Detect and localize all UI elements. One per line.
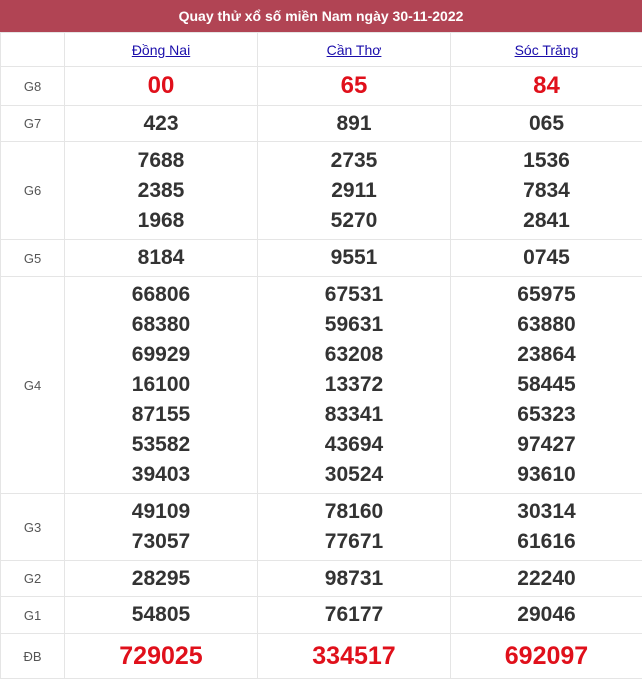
prize-label: G3 [1, 494, 65, 561]
result-number: 8184 [137, 246, 185, 269]
result-number: 29046 [517, 603, 576, 626]
result-number: 891 [336, 111, 372, 135]
result-cell [65, 494, 258, 561]
result-cell [65, 561, 258, 597]
result-number: 65323 [517, 403, 576, 426]
result-cell [65, 597, 258, 634]
result-number: 58445 [517, 373, 576, 396]
result-cell [65, 634, 258, 679]
result-cell [65, 67, 258, 106]
result-number: 423 [143, 111, 179, 135]
result-cell [451, 142, 642, 240]
prize-label: G8 [1, 67, 65, 106]
result-number: 729025 [119, 642, 203, 670]
result-cell [451, 277, 642, 494]
result-cell [258, 494, 451, 561]
result-cell [451, 597, 642, 634]
prize-label: ĐB [1, 634, 65, 679]
result-cell [451, 240, 642, 277]
result-cell [258, 240, 451, 277]
result-cell [65, 106, 258, 142]
result-number: 13372 [324, 373, 384, 396]
result-number: 7834 [523, 178, 570, 202]
result-number: 65975 [517, 283, 576, 306]
result-number: 1968 [137, 208, 185, 232]
result-number: 16100 [131, 373, 191, 396]
result-number: 2385 [137, 178, 185, 202]
prize-label: G2 [1, 561, 65, 597]
result-number: 5270 [330, 208, 378, 232]
result-number: 53582 [131, 433, 191, 456]
results-header [0, 0, 642, 32]
results-body [1, 67, 642, 679]
result-number: 66806 [131, 283, 191, 306]
result-number: 43694 [324, 433, 384, 456]
result-cell [258, 142, 451, 240]
result-number: 23864 [517, 343, 576, 366]
results-table [0, 32, 642, 679]
result-number: 30314 [517, 500, 576, 523]
result-number: 7688 [137, 148, 185, 172]
result-number: 49109 [131, 500, 191, 523]
prize-label: G4 [1, 277, 65, 494]
result-number: 61616 [517, 530, 576, 553]
prize-label: G1 [1, 597, 65, 634]
result-number: 93610 [517, 463, 576, 486]
result-number: 84 [533, 72, 560, 99]
result-cell [258, 597, 451, 634]
result-cell [65, 277, 258, 494]
results-title: Quay thử xổ số miền Nam ngày 30-11-2022 [178, 8, 464, 24]
prize-row-g6 [1, 142, 642, 240]
result-number: 78160 [324, 500, 384, 523]
result-number: 97427 [517, 433, 576, 456]
result-number: 692097 [504, 642, 589, 670]
result-number: 39403 [131, 463, 191, 486]
result-number: 065 [528, 111, 565, 135]
result-number: 87155 [131, 403, 191, 426]
result-number: 67531 [324, 283, 384, 306]
result-cell [65, 142, 258, 240]
result-number: 54805 [131, 603, 191, 626]
result-number: 2841 [523, 208, 570, 232]
result-number: 334517 [312, 642, 396, 670]
province-header-row [1, 33, 642, 67]
result-number: 0745 [523, 246, 570, 269]
result-number: 28295 [131, 566, 191, 590]
result-cell [258, 277, 451, 494]
prize-row-g8 [1, 67, 642, 106]
prize-row-g2 [1, 561, 642, 597]
result-number: 76177 [324, 603, 384, 626]
prize-label: G5 [1, 240, 65, 277]
prize-row-g1 [1, 597, 642, 634]
result-number: 59631 [324, 313, 384, 336]
prize-label: G7 [1, 106, 65, 142]
province-link-dong-nai[interactable]: Đồng Nai [131, 41, 191, 58]
result-number: 30524 [324, 463, 384, 486]
result-cell [65, 240, 258, 277]
province-link-can-tho[interactable]: Cần Thơ [326, 41, 382, 58]
result-cell [258, 106, 451, 142]
result-cell [451, 634, 642, 679]
prize-row-db [1, 634, 642, 679]
result-cell [451, 494, 642, 561]
result-number: 63880 [517, 313, 576, 336]
prize-label: G6 [1, 142, 65, 240]
result-cell [451, 106, 642, 142]
result-cell [451, 561, 642, 597]
result-number: 98731 [324, 566, 384, 590]
result-cell [258, 634, 451, 679]
result-number: 2735 [330, 148, 378, 172]
prize-row-g5 [1, 240, 642, 277]
result-number: 22240 [517, 566, 576, 590]
prize-row-g7 [1, 106, 642, 142]
province-link-soc-trang[interactable]: Sóc Trăng [514, 41, 579, 58]
result-number: 83341 [324, 403, 384, 426]
result-number: 73057 [131, 530, 191, 553]
result-number: 69929 [131, 343, 191, 366]
prize-label-header [1, 33, 65, 67]
result-cell [258, 67, 451, 106]
result-number: 9551 [330, 246, 378, 269]
prize-row-g4 [1, 277, 642, 494]
result-number: 2911 [331, 178, 377, 202]
result-number: 1536 [523, 148, 570, 172]
result-number: 65 [340, 72, 368, 99]
result-cell [258, 561, 451, 597]
prize-row-g3 [1, 494, 642, 561]
result-number: 63208 [324, 343, 384, 366]
result-number: 68380 [131, 313, 191, 336]
result-number: 77671 [324, 530, 384, 553]
result-number: 00 [147, 72, 175, 99]
result-cell [451, 67, 642, 106]
